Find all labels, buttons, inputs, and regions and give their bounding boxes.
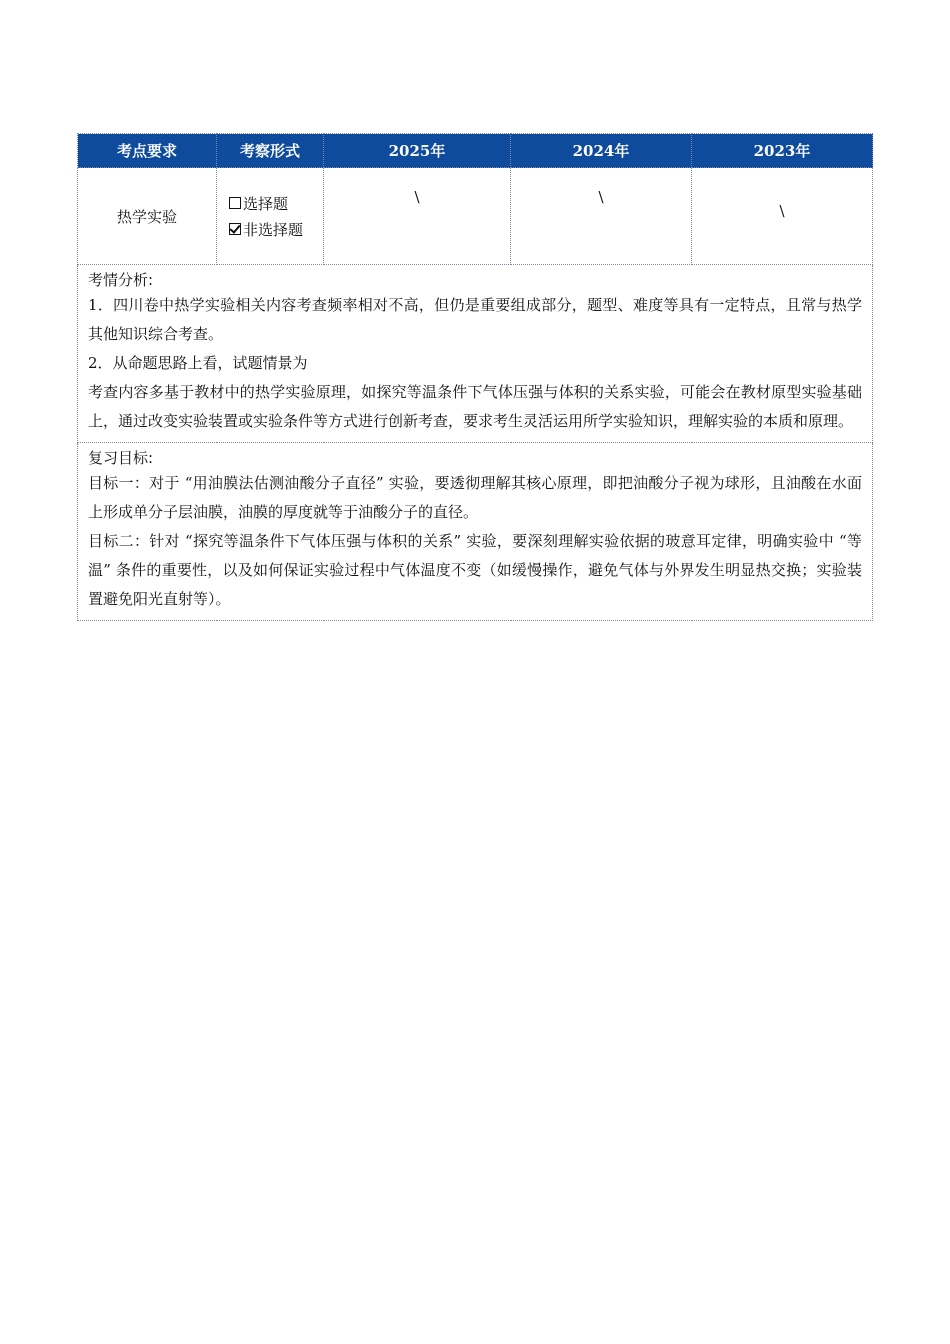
option-choice [229,190,323,216]
forms-cell [217,168,324,265]
analysis-section [78,265,873,443]
analysis-paragraph-2: 2．从命题思路上看，试题情景为 [88,354,308,372]
exam-table [77,133,873,621]
analysis-title: 考情分析: [88,271,154,289]
topic-cell: 热学实验 [78,168,217,265]
goal-2: 目标二：针对 “探究等温条件下气体压强与体积的关系” 实验，要深刻理解实验依据的玻意耳定律，明确实验中 “等温” 条件的重要性，以及如何保证实验过程中气体温度不变（如缓慢操作，避免气体与外界发生明显热交换；实验装置避免阳光直射等）。 [88,532,862,608]
analysis-paragraph-1: 1．四川卷中热学实验相关内容考查频率相对不高，但仍是重要组成部分，题型、难度等具有一定特点，且常与热学其他知识综合考查。 [88,296,862,343]
option-nonchoice-label: 非选择题 [243,220,304,239]
goals-title: 复习目标: [88,449,154,467]
checked-box-icon [229,223,241,235]
table-header-row [78,134,873,168]
exam-overview [77,133,872,621]
header-2025: 2025年 [324,134,511,168]
header-2023: 2023年 [692,134,873,168]
option-choice-label: 选择题 [243,194,289,213]
table-row [78,168,873,265]
header-requirement: 考点要求 [78,134,217,168]
cell-2024: \ [511,168,692,265]
analysis-row [78,265,873,443]
goals-row [78,443,873,621]
analysis-paragraph-3: 考查内容多基于教材中的热学实验原理，如探究等温条件下气体压强与体积的关系实验，可能会在教材原型实验基础上，通过改变实验装置或实验条件等方式进行创新考查，要求考生灵活运用所学实验知识，理解实验的本质和原理。 [88,383,862,430]
cell-2023: \ [692,168,873,265]
goal-1: 目标一：对于 “用油膜法估测油酸分子直径” 实验，要透彻理解其核心原理，即把油酸分子视为球形，且油酸在水面上形成单分子层油膜，油膜的厚度就等于油酸分子的直径。 [88,474,862,521]
header-2024: 2024年 [511,134,692,168]
header-form: 考察形式 [217,134,324,168]
option-nonchoice [229,216,323,242]
goals-section [78,443,873,621]
unchecked-box-icon [229,197,241,209]
cell-2025: \ [324,168,511,265]
